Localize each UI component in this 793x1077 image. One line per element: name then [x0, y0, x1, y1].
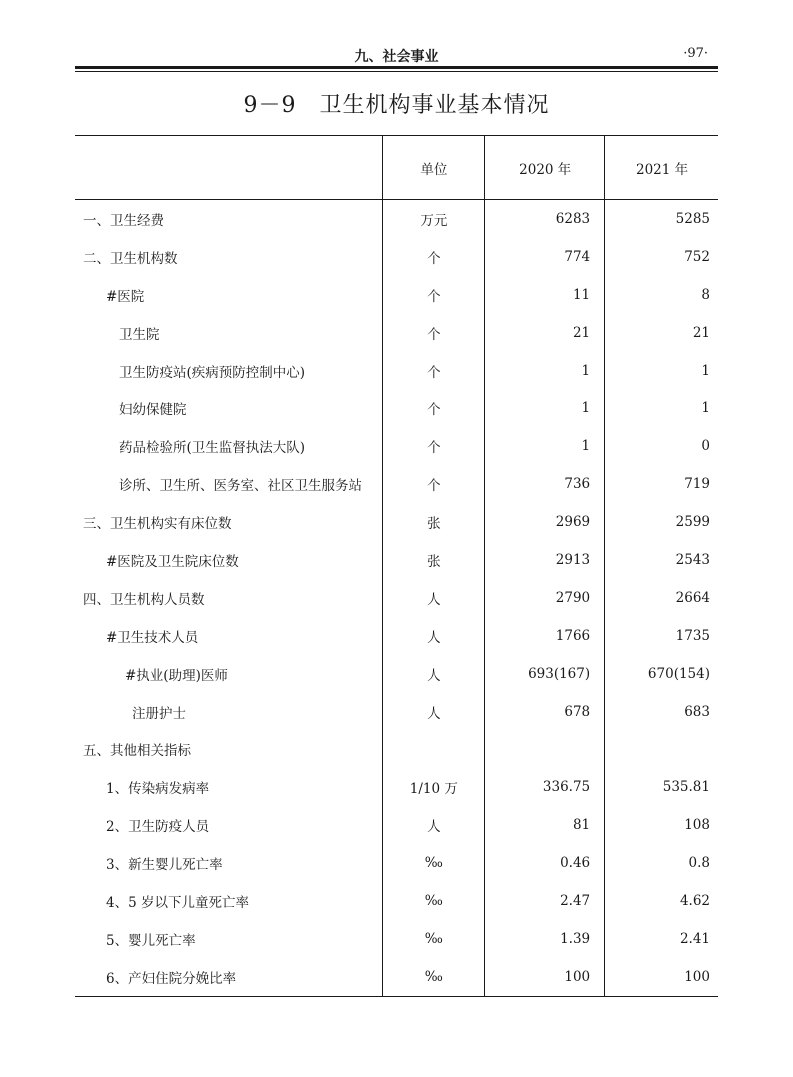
table-row	[75, 768, 718, 806]
row-unit: 个	[383, 276, 485, 314]
table-row	[75, 200, 718, 238]
row-unit: ‰	[383, 958, 485, 996]
table-row	[75, 920, 718, 958]
row-value-2021: 0.8	[605, 844, 718, 882]
table-row	[75, 617, 718, 655]
chapter-title: 九、社会事业	[354, 49, 439, 65]
row-value-2021: 2.41	[605, 920, 718, 958]
column-header-2020: 2020 年	[485, 136, 605, 200]
row-label: 四、卫生机构人员数	[83, 591, 205, 608]
table-row	[75, 579, 718, 617]
row-unit: 人	[383, 655, 485, 693]
header-rule-thin	[75, 71, 718, 72]
row-value-2021: 0	[605, 427, 718, 465]
table-row	[75, 541, 718, 579]
table-row	[75, 465, 718, 503]
row-label: 4、5 岁以下儿童死亡率	[106, 894, 249, 911]
table-row	[75, 655, 718, 693]
table-row	[75, 958, 718, 996]
row-unit: 张	[383, 541, 485, 579]
row-value-2021	[605, 730, 718, 768]
health-institutions-table	[75, 135, 718, 997]
header-rule-thick	[75, 66, 718, 69]
row-value-2020: 1	[485, 352, 605, 390]
row-value-2020: 21	[485, 314, 605, 352]
row-label: 2、卫生防疫人员	[106, 819, 210, 836]
row-label: 卫生院	[119, 326, 160, 343]
row-value-2020: 2913	[485, 541, 605, 579]
row-value-2021: 719	[605, 465, 718, 503]
column-header-unit: 单位	[383, 136, 485, 200]
row-unit: 张	[383, 503, 485, 541]
table-row	[75, 844, 718, 882]
row-unit: 个	[383, 352, 485, 390]
row-value-2020: 2.47	[485, 882, 605, 920]
column-header-item	[75, 136, 383, 200]
row-unit: 个	[383, 465, 485, 503]
running-head	[75, 44, 718, 64]
row-value-2021: 21	[605, 314, 718, 352]
row-label: #卫生技术人员	[106, 629, 199, 646]
table-row	[75, 730, 718, 768]
row-unit: 1/10 万	[383, 768, 485, 806]
row-value-2021: 752	[605, 238, 718, 276]
row-unit: 人	[383, 579, 485, 617]
row-label: 五、其他相关指标	[83, 743, 191, 760]
row-label: 一、卫生经费	[83, 212, 164, 229]
row-value-2021: 2599	[605, 503, 718, 541]
row-label: 注册护士	[132, 705, 186, 722]
row-label: #医院及卫生院床位数	[106, 553, 239, 570]
row-value-2021: 5285	[605, 200, 718, 238]
table-header-row	[75, 136, 718, 200]
row-unit: ‰	[383, 920, 485, 958]
table-row	[75, 693, 718, 731]
row-value-2021: 1735	[605, 617, 718, 655]
row-value-2020: 736	[485, 465, 605, 503]
row-label: 药品检验所(卫生监督执法大队)	[119, 440, 306, 457]
row-value-2021: 670(154)	[605, 655, 718, 693]
row-value-2020: 1766	[485, 617, 605, 655]
row-value-2021: 2543	[605, 541, 718, 579]
page-number: ·97·	[683, 46, 708, 61]
row-unit: 个	[383, 314, 485, 352]
row-value-2021: 1	[605, 389, 718, 427]
row-value-2021: 4.62	[605, 882, 718, 920]
table-row	[75, 238, 718, 276]
row-value-2020: 100	[485, 958, 605, 996]
row-unit: 个	[383, 238, 485, 276]
row-label: 卫生防疫站(疾病预防控制中心)	[119, 364, 306, 381]
row-value-2020: 11	[485, 276, 605, 314]
row-unit	[383, 730, 485, 768]
row-unit: 个	[383, 389, 485, 427]
row-value-2021: 100	[605, 958, 718, 996]
row-value-2021: 108	[605, 806, 718, 844]
row-value-2020: 81	[485, 806, 605, 844]
row-unit: 人	[383, 617, 485, 655]
column-header-2021: 2021 年	[605, 136, 718, 200]
row-value-2020: 336.75	[485, 768, 605, 806]
row-value-2020: 693(167)	[485, 655, 605, 693]
table-row	[75, 806, 718, 844]
row-value-2020	[485, 730, 605, 768]
row-value-2020: 6283	[485, 200, 605, 238]
table-row	[75, 503, 718, 541]
row-value-2020: 2969	[485, 503, 605, 541]
table-body	[75, 200, 718, 997]
row-value-2021: 535.81	[605, 768, 718, 806]
row-value-2021: 1	[605, 352, 718, 390]
table-row	[75, 389, 718, 427]
row-value-2021: 2664	[605, 579, 718, 617]
row-value-2021: 683	[605, 693, 718, 731]
row-value-2020: 774	[485, 238, 605, 276]
table-title: 9－9 卫生机构事业基本情况	[243, 93, 550, 118]
row-unit: 个	[383, 427, 485, 465]
row-label: #医院	[106, 288, 145, 305]
row-label: 5、婴儿死亡率	[106, 932, 196, 949]
row-label: 3、新生婴儿死亡率	[106, 857, 223, 874]
row-unit: 人	[383, 693, 485, 731]
row-unit: ‰	[383, 882, 485, 920]
row-label: 三、卫生机构实有床位数	[83, 516, 232, 533]
table-row	[75, 314, 718, 352]
row-label: 二、卫生机构数	[83, 250, 178, 267]
row-value-2020: 1	[485, 389, 605, 427]
row-label: #执业(助理)医师	[125, 667, 228, 684]
row-label: 妇幼保健院	[119, 402, 187, 419]
row-value-2020: 0.46	[485, 844, 605, 882]
row-value-2020: 678	[485, 693, 605, 731]
table-row	[75, 427, 718, 465]
row-value-2020: 2790	[485, 579, 605, 617]
row-unit: ‰	[383, 844, 485, 882]
row-unit: 万元	[383, 200, 485, 238]
row-unit: 人	[383, 806, 485, 844]
row-value-2020: 1	[485, 427, 605, 465]
table-row	[75, 882, 718, 920]
row-value-2021: 8	[605, 276, 718, 314]
row-value-2020: 1.39	[485, 920, 605, 958]
row-label: 诊所、卫生所、医务室、社区卫生服务站	[119, 478, 362, 495]
table-row	[75, 352, 718, 390]
table-row	[75, 276, 718, 314]
row-label: 1、传染病发病率	[106, 781, 210, 798]
row-label: 6、产妇住院分娩比率	[75, 958, 383, 996]
